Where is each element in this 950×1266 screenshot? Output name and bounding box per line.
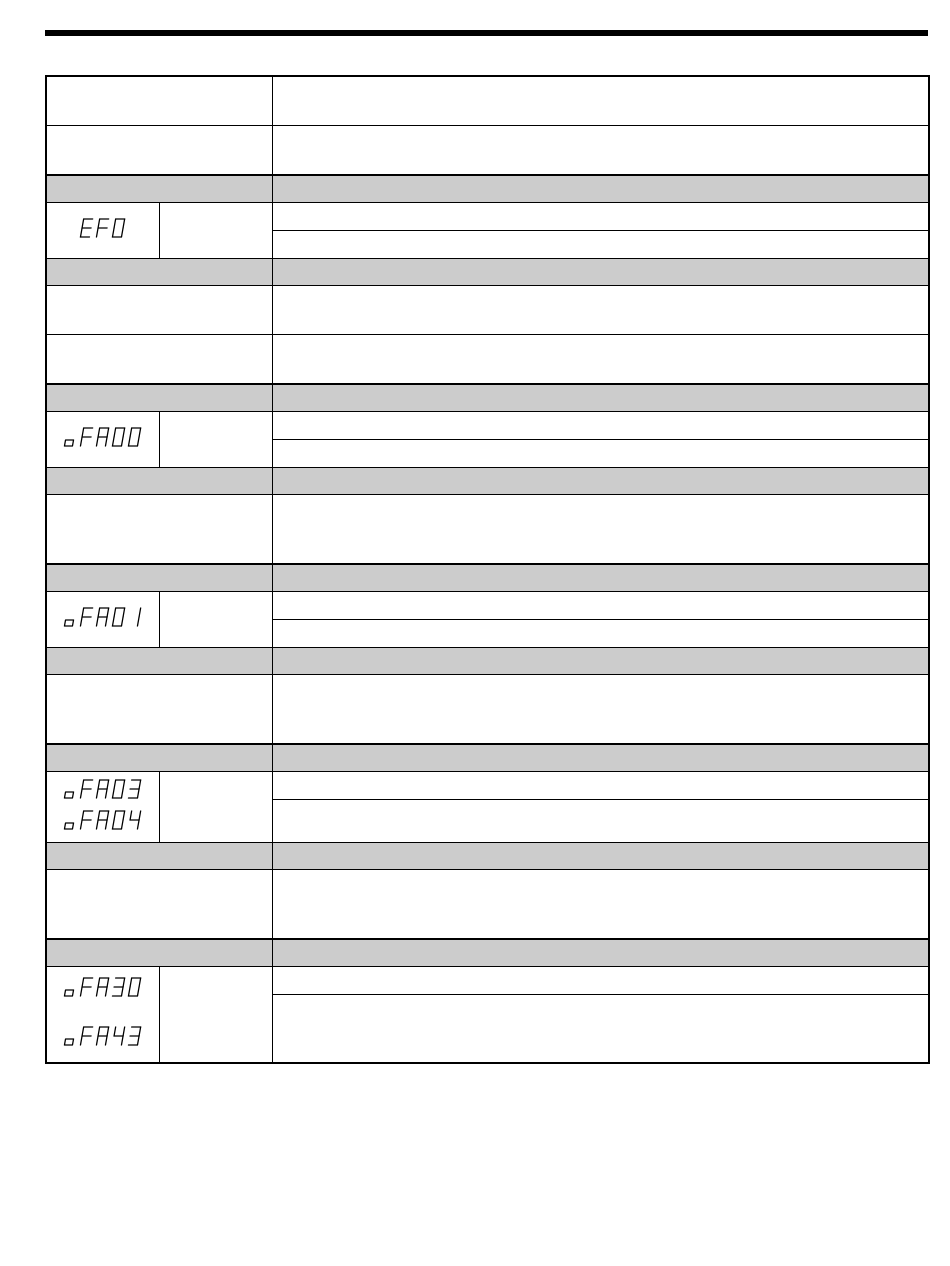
header-cell [272,744,929,772]
table-row [46,870,929,940]
led-segment [80,820,82,829]
table-row [46,495,929,565]
table-row [46,335,929,385]
led-segment [96,789,98,798]
description-cell [272,231,929,259]
remedy-cell [272,335,929,385]
header-cell [46,468,272,495]
cause-cell [46,286,272,335]
led-segment [121,820,123,829]
display-code-cell [46,203,159,259]
led-segment [114,780,116,789]
section-header-row [46,259,929,286]
remedy-cell [272,286,929,335]
led-segment [105,820,107,829]
led-segment [82,780,84,789]
remedy-cell [272,495,929,565]
led-segment [80,617,82,626]
header-cell [272,468,929,495]
display-code-cell [46,592,159,648]
header-cell [46,744,272,772]
section-header-row [46,175,929,203]
display-code-ofa04 [61,809,145,833]
section-header-row [46,648,929,675]
led-segment [114,811,116,820]
led-segment [114,428,116,437]
table-row [46,203,929,231]
header-cell [46,384,272,412]
header-cell [46,648,272,675]
display-code-cell [46,772,159,843]
cause-cell [46,335,272,385]
header-cell [272,648,929,675]
led-segment [105,987,107,996]
header-cell [272,564,929,592]
led-segment [130,811,132,820]
led-segment [112,437,114,446]
led-segment [121,1036,123,1045]
led-segment [112,228,114,237]
cause-cell [46,126,272,176]
table-row [46,592,929,620]
display-code-cell [46,967,159,1063]
led-segment [107,1027,109,1036]
led-segment [121,987,123,996]
led-segment [82,219,84,228]
led-segment [82,1027,84,1036]
led-segment [107,608,109,617]
led-segment [64,440,73,446]
led-segment [105,1036,107,1045]
led-segment [82,978,84,987]
led-segment [96,987,98,996]
led-segment [123,811,125,820]
cause-cell [46,675,272,745]
led-segment [121,617,123,626]
header-cell [46,939,272,967]
remedy-cell [272,126,929,176]
section-header-row [46,843,929,870]
header-cell [272,843,929,870]
header-cell [46,564,272,592]
led-segment [114,219,116,228]
led-segment [139,428,141,437]
led-segment [98,219,100,228]
led-segment [82,428,84,437]
led-segment [123,219,125,228]
display-code-ofa30 [61,976,145,1000]
led-segment [96,228,98,237]
led-segment [112,820,114,829]
led-segment [112,617,114,626]
led-segment [139,978,141,987]
led-segment [82,811,84,820]
led-segment [80,228,82,237]
led-segment [96,437,98,446]
led-segment [64,823,73,829]
led-segment [130,978,132,987]
led-segment [112,789,114,798]
fault-name-cell [159,203,272,259]
table-row [46,675,929,745]
led-segment [105,437,107,446]
display-code-ofa01 [61,606,145,630]
led-segment [139,780,141,789]
led-segment [121,228,123,237]
led-segment [80,1036,82,1045]
description-cell [272,203,929,231]
led-segment [128,987,130,996]
led-segment [107,811,109,820]
led-segment [80,789,82,798]
led-segment [137,789,139,798]
header-cell [46,175,272,203]
led-segment [137,820,139,829]
display-code-ofa00 [61,426,145,450]
description-cell [272,592,929,620]
fault-name-cell [159,967,272,1063]
fault-name-cell [159,592,272,648]
fault-name-cell [159,412,272,468]
led-segment [107,978,109,987]
led-segment [98,978,100,987]
table-row [46,76,929,126]
led-segment [114,608,116,617]
section-header-row [46,744,929,772]
led-segment [98,1027,100,1036]
description-cell [272,967,929,995]
description-cell [272,620,929,648]
header-cell [46,259,272,286]
description-cell [272,772,929,800]
fault-name-cell [159,772,272,843]
header-cell [46,843,272,870]
led-segment [96,617,98,626]
section-header-row [46,939,929,967]
table-row [46,412,929,440]
led-segment [64,1039,73,1045]
cause-cell [46,76,272,126]
led-segment [137,617,139,626]
led-segment [98,428,100,437]
header-cell [272,259,929,286]
led-segment [105,617,107,626]
remedy-cell [272,870,929,940]
led-segment [107,780,109,789]
table-row [46,772,929,800]
led-segment [123,780,125,789]
display-code-cell [46,412,159,468]
led-segment [96,1036,98,1045]
description-cell [272,412,929,440]
led-segment [80,437,82,446]
led-segment [98,811,100,820]
remedy-cell [272,675,929,745]
led-segment [96,820,98,829]
led-segment [121,437,123,446]
led-segment [82,608,84,617]
display-code-ef0 [77,217,129,241]
display-code-ofa43 [61,1025,145,1049]
led-segment [123,1027,125,1036]
led-segment [137,1036,139,1045]
description-cell [272,800,929,843]
led-segment [98,780,100,789]
cause-cell [46,495,272,565]
header-rule [45,30,928,36]
led-segment [64,990,73,996]
header-cell [272,939,929,967]
section-header-row [46,384,929,412]
led-segment [128,437,130,446]
table-row [46,126,929,176]
led-segment [139,811,141,820]
led-segment [123,428,125,437]
led-segment [123,608,125,617]
header-cell [272,175,929,203]
led-segment [139,608,141,617]
section-header-row [46,468,929,495]
remedy-cell [272,76,929,126]
cause-cell [46,870,272,940]
description-cell [272,995,929,1063]
led-segment [121,789,123,798]
description-cell [272,440,929,468]
led-segment [137,437,139,446]
table-row [46,967,929,995]
led-segment [64,792,73,798]
section-header-row [46,564,929,592]
led-segment [98,608,100,617]
led-segment [107,428,109,437]
led-segment [123,978,125,987]
led-segment [130,428,132,437]
fault-table [45,75,930,1064]
led-segment [114,1027,116,1036]
header-cell [272,384,929,412]
led-segment [80,987,82,996]
table-row [46,286,929,335]
led-segment [137,987,139,996]
led-segment [64,620,73,626]
led-segment [105,789,107,798]
led-segment [139,1027,141,1036]
display-code-ofa03 [61,778,145,802]
